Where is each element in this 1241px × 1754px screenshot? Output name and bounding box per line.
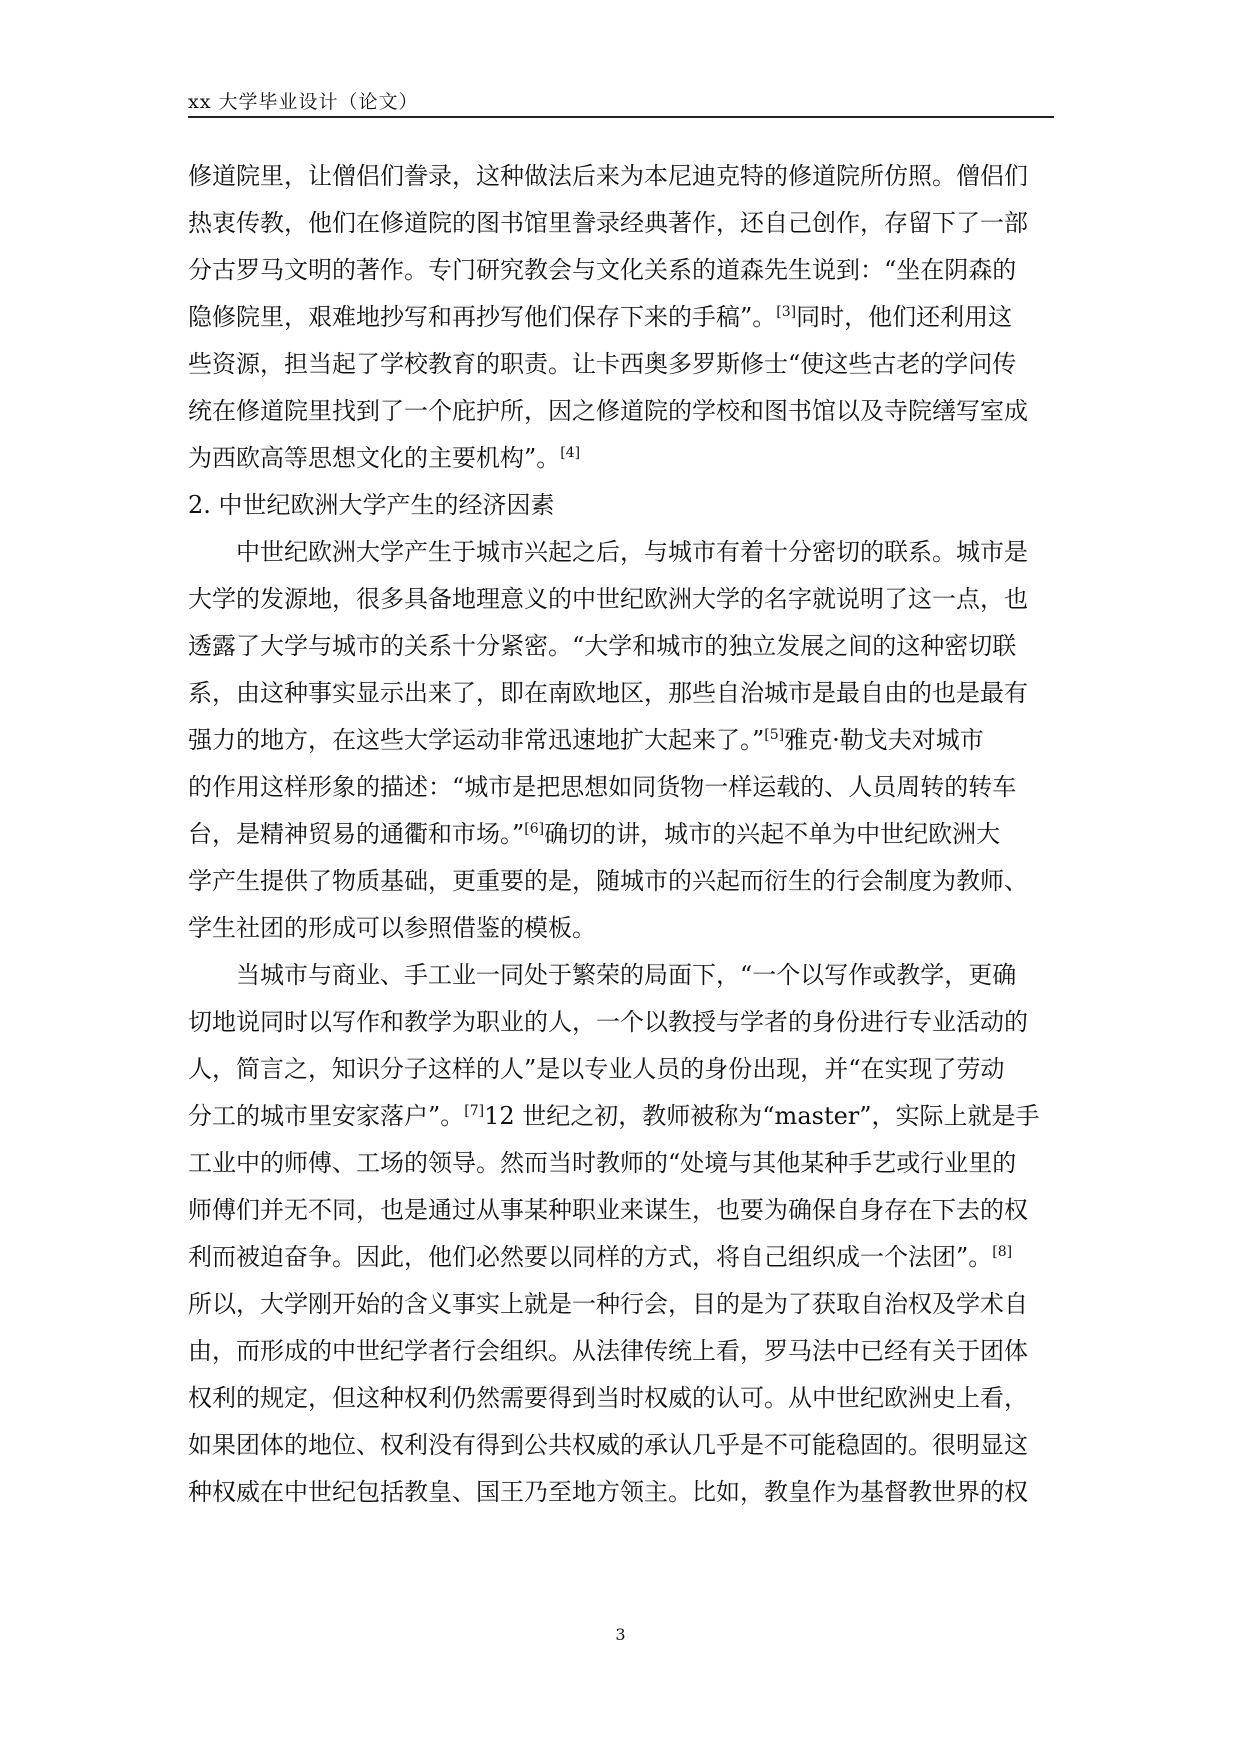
text-line: 隐修院里，艰难地抄写和再抄写他们保存下来的手稿”。[3]同时，他们还利用这 (188, 303, 1013, 331)
page-number: 3 (615, 1625, 626, 1644)
text-line: 为西欧高等思想文化的主要机构”。[4] (188, 444, 581, 472)
text-line: 台，是精神贸易的通衢和市场。”[6]确切的讲，城市的兴起不单为中世纪欧洲大 (188, 820, 1001, 848)
text-line: 些资源，担当起了学校教育的职责。让卡西奥多罗斯修士“使这些古老的学问传 (188, 350, 1017, 378)
text-line: 热衷传教，他们在修道院的图书馆里誊录经典著作，还自己创作，存留下了一部 (188, 209, 1028, 237)
text-line: 修道院里，让僧侣们誊录，这种做法后来为本尼迪克特的修道院所仿照。僧侣们 (188, 162, 1028, 190)
text-line: 权利的规定，但这种权利仍然需要得到当时权威的认可。从中世纪欧洲史上看， (188, 1384, 1028, 1412)
text-line: 学生社团的形成可以参照借鉴的模板。 (188, 914, 596, 942)
text-line: 如果团体的地位、权利没有得到公共权威的承认几乎是不可能稳固的。很明显这 (188, 1431, 1028, 1459)
text-line: 的作用这样形象的描述：“城市是把思想如同货物一样运载的、人员周转的转车 (188, 773, 1017, 801)
text-line: 系，由这种事实显示出来了，即在南欧地区，那些自治城市是最自由的也是最有 (188, 679, 1028, 707)
text-line: 中世纪欧洲大学产生于城市兴起之后，与城市有着十分密切的联系。城市是 (236, 538, 1028, 566)
text-line: 分古罗马文明的著作。专门研究教会与文化关系的道森先生说到：“坐在阴森的 (188, 256, 1017, 284)
text-line: 2. 中世纪欧洲大学产生的经济因素 (188, 491, 555, 519)
text-line: 种权威在中世纪包括教皇、国王乃至地方领主。比如，教皇作为基督教世界的权 (188, 1478, 1028, 1506)
header-title: xx 大学毕业设计（论文） (188, 91, 419, 113)
text-line: 学产生提供了物质基础，更重要的是，随城市的兴起而衍生的行会制度为教师、 (188, 867, 1028, 895)
text-line: 切地说同时以写作和教学为职业的人，一个以教授与学者的身份进行专业活动的 (188, 1008, 1028, 1036)
text-line: 工业中的师傅、工场的领导。然而当时教师的“处境与其他某种手艺或行业里的 (188, 1149, 1017, 1177)
text-line: 利而被迫奋争。因此，他们必然要以同样的方式，将自己组织成一个法团”。[8] (188, 1243, 1013, 1271)
text-line: 当城市与商业、手工业一同处于繁荣的局面下，“一个以写作或教学，更确 (236, 961, 1017, 989)
text-line: 由，而形成的中世纪学者行会组织。从法律传统上看，罗马法中已经有关于团体 (188, 1337, 1028, 1365)
text-line: 分工的城市里安家落户”。[7]12 世纪之初，教师被称为“master”，实际上就是手 (188, 1102, 1040, 1130)
text-line: 强力的地方，在这些大学运动非常迅速地扩大起来了。”[5]雅克·勒戈夫对城市 (188, 726, 984, 754)
page-header (188, 86, 1054, 118)
body-text (188, 153, 1054, 1516)
text-line: 统在修道院里找到了一个庇护所，因之修道院的学校和图书馆以及寺院缮写室成 (188, 397, 1028, 425)
text-line: 大学的发源地，很多具备地理意义的中世纪欧洲大学的名字就说明了这一点，也 (188, 585, 1028, 613)
text-line: 人，简言之，知识分子这样的人”是以专业人员的身份出现，并“在实现了劳动 (188, 1055, 1005, 1083)
text-line: 所以，大学刚开始的含义事实上就是一种行会，目的是为了获取自治权及学术自 (188, 1290, 1028, 1318)
text-line: 师傅们并无不同，也是通过从事某种职业来谋生，也要为确保自身存在下去的权 (188, 1196, 1028, 1224)
text-line: 透露了大学与城市的关系十分紧密。“大学和城市的独立发展之间的这种密切联 (188, 632, 1017, 660)
